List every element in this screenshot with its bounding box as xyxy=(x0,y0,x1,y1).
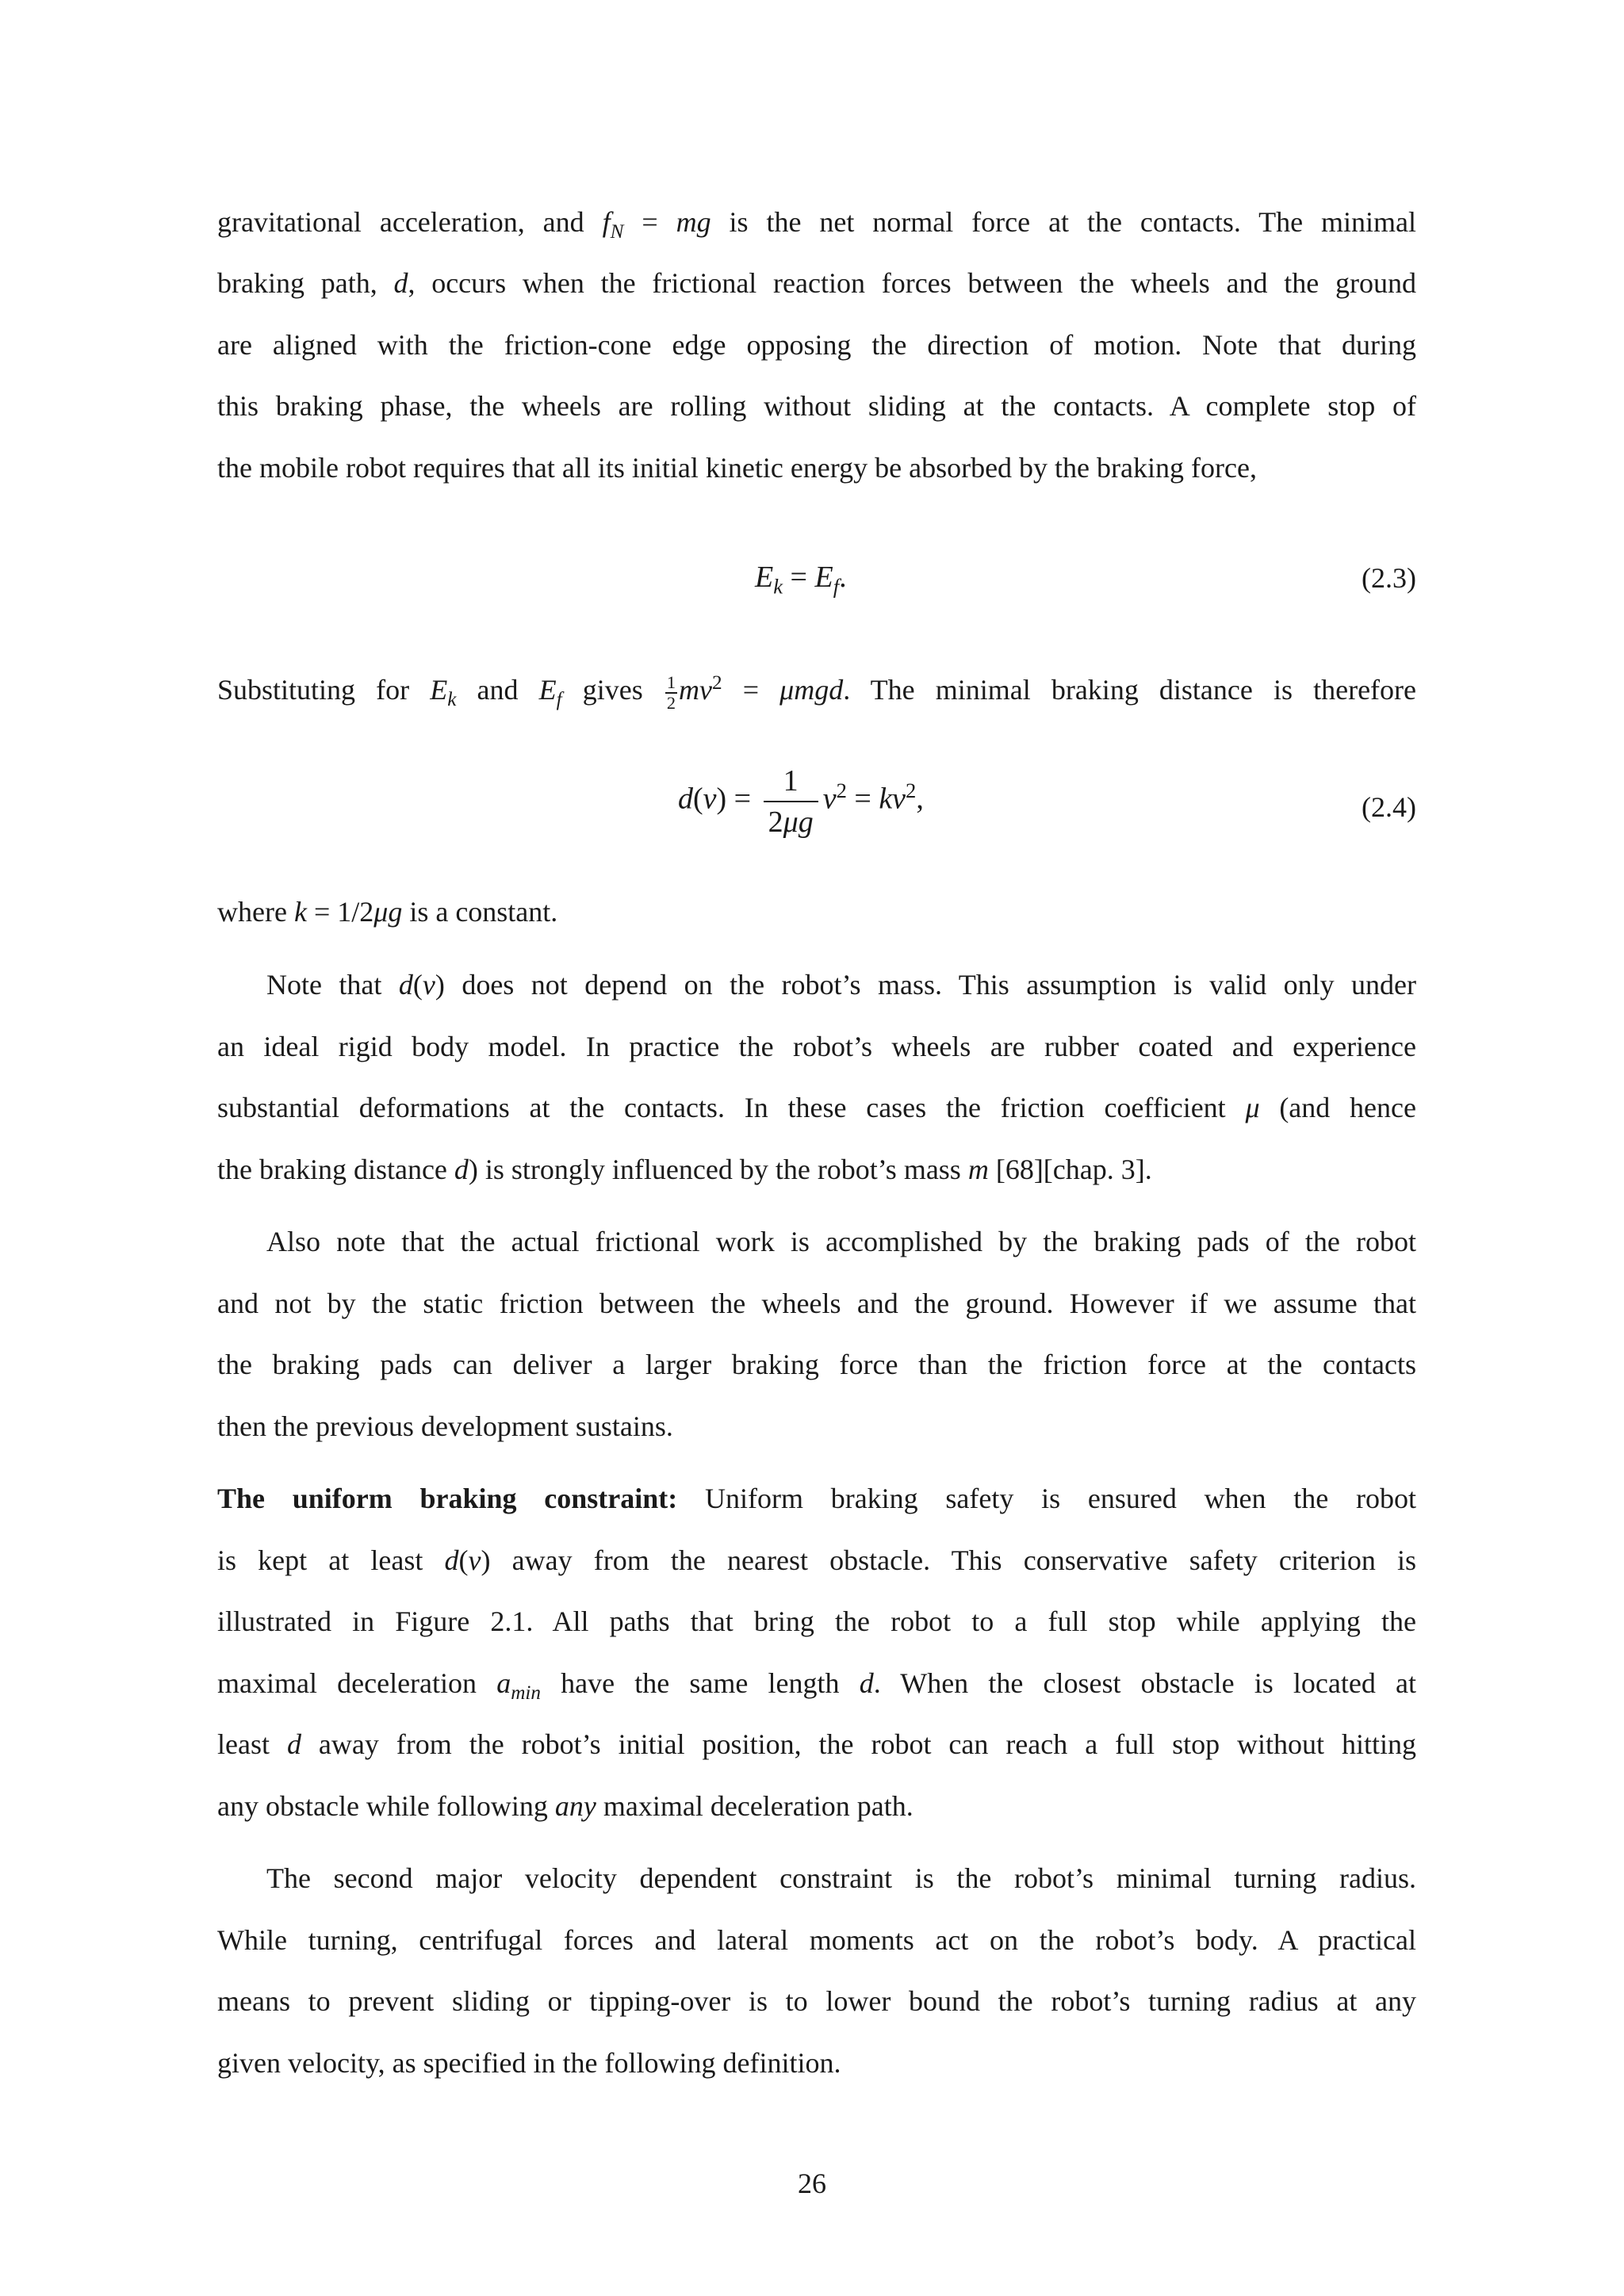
equation-2-4: d(ν) = $\frac{1}{2\mu g}$ $\nu^2 = k\nu^2$, xyxy=(678,764,924,839)
paragraph-7-line-3: means to prevent sliding or tipping-over is to lower bound the robot’s turning radius at any xyxy=(217,1985,1416,2017)
paragraph-1-line-1: gravitational acceleration, and $f_N$ = mg is the net normal force at the contacts. The minimal xyxy=(217,206,1417,243)
uniform-braking-heading: The uniform braking constraint: xyxy=(217,1483,678,1514)
paragraph-3-line-1: where k = 1/2μg is a constant. xyxy=(217,896,558,928)
paragraph-4-line-1: Note that d(ν) does not depend on the robot’s mass. This assumption is valid only under xyxy=(266,969,1416,1001)
paragraph-5-line-2: and not by the static friction between the wheels and the ground. However if we assume that xyxy=(217,1288,1416,1319)
page-number: 26 xyxy=(798,2168,826,2199)
paragraph-4-line-4: the braking distance d) is strongly influenced by the robot’s mass m [68][chap. 3]. xyxy=(217,1154,1152,1185)
paragraph-1-line-4: this braking phase, the wheels are rolling without sliding at the contacts. A complete stop of xyxy=(217,390,1416,422)
paragraph-6-line-2: is kept at least d(ν) away from the nearest obstacle. This conservative safety criterion is xyxy=(217,1544,1416,1576)
paragraph-6-line-5: least d away from the robot’s initial position, the robot can reach a full stop without hitting xyxy=(217,1728,1416,1760)
equation-number-2-3: (2.3) xyxy=(1362,562,1416,594)
paragraph-7-line-4: given velocity, as specified in the following definition. xyxy=(217,2047,841,2079)
paragraph-6-line-6: any obstacle while following any maximal deceleration path. xyxy=(217,1790,914,1822)
paragraph-7-line-2: While turning, centrifugal forces and lateral moments act on the robot’s body. A practical xyxy=(217,1924,1416,1956)
paragraph-5-line-1: Also note that the actual frictional work is accomplished by the braking pads of the robot xyxy=(266,1226,1416,1257)
paragraph-1-line-2: braking path, d, occurs when the frictional reaction forces between the wheels and the ground xyxy=(217,267,1416,299)
paragraph-6-line-1: The uniform braking constraint: Uniform braking safety is ensured when the robot xyxy=(217,1483,1416,1514)
paragraph-5-line-4: then the previous development sustains. xyxy=(217,1410,673,1442)
paragraph-7-line-1: The second major velocity dependent constraint is the robot’s minimal turning radius. xyxy=(266,1862,1416,1894)
paragraph-5-line-3: the braking pads can deliver a larger braking force than the friction force at the contacts xyxy=(217,1349,1416,1380)
paragraph-4-line-2: an ideal rigid body model. In practice the robot’s wheels are rubber coated and experience xyxy=(217,1031,1416,1062)
paragraph-4-line-3: substantial deformations at the contacts. In these cases the friction coefficient μ (and hence xyxy=(217,1092,1416,1123)
equation-number-2-4: (2.4) xyxy=(1362,791,1416,823)
paragraph-2-line-1: Substituting for $E_k$ and $E_f$ gives $\frac{1}{2}$ $m\nu^2 = \mu mgd$. The minimal braking distance is therefore xyxy=(217,672,1417,713)
paragraph-6-line-3: illustrated in Figure 2.1. All paths that bring the robot to a full stop while applying the xyxy=(217,1605,1416,1637)
paragraph-6-line-4: maximal deceleration $a_{min}$ have the same length d. When the closest obstacle is located at xyxy=(217,1667,1417,1705)
equation-2-3: $E_k = E_f$. xyxy=(755,561,847,599)
paragraph-1-line-3: are aligned with the friction-cone edge opposing the direction of motion. Note that during xyxy=(217,329,1416,361)
paragraph-1-line-5: the mobile robot requires that all its initial kinetic energy be absorbed by the braking force, xyxy=(217,452,1257,484)
